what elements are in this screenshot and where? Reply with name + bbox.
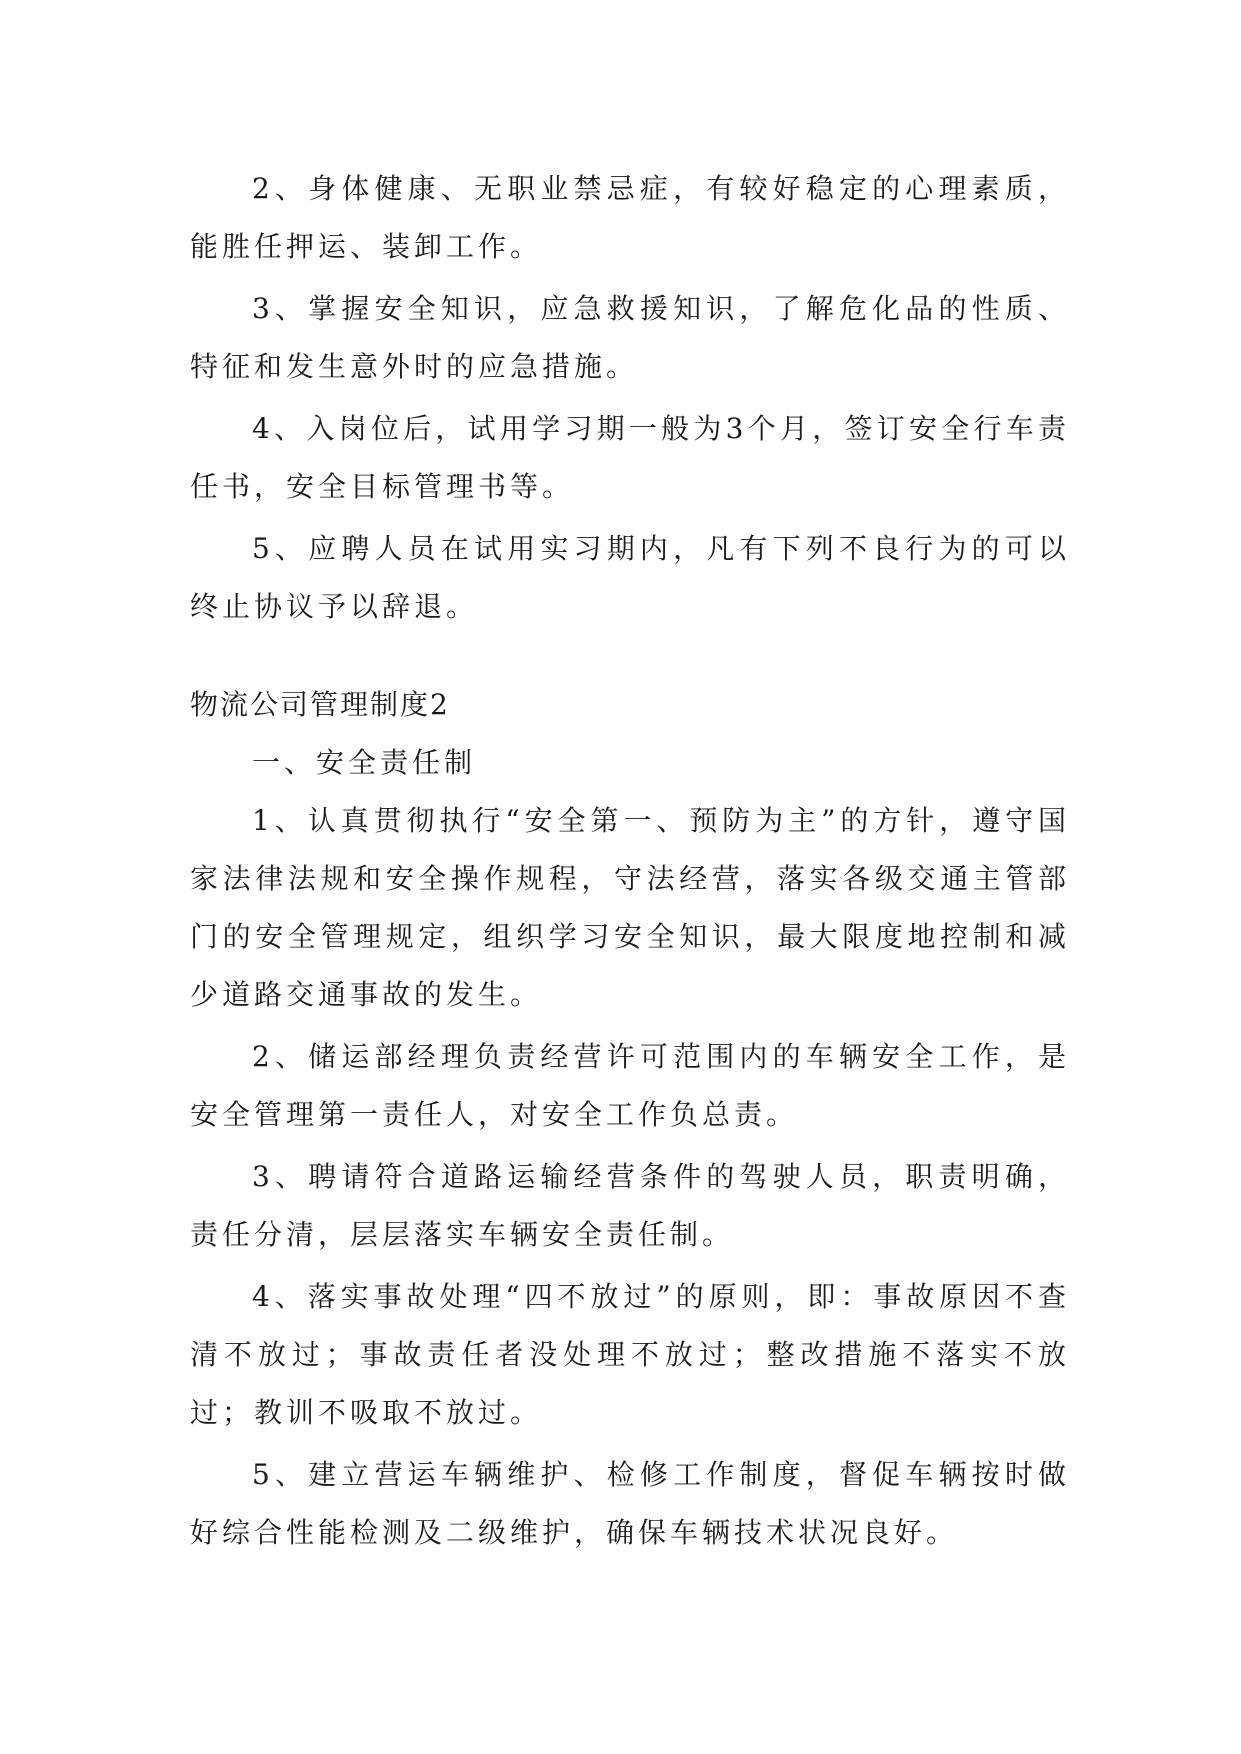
paragraph-responsibility-4: 4、落实事故处理“四不放过”的原则，即：事故原因不查清不放过；事故责任者没处理不放过；整改措施不落实不放过；教训不吸取不放过。 bbox=[190, 1280, 1070, 1429]
section-subtitle: 一、安全责任制 bbox=[252, 746, 477, 779]
document-body bbox=[190, 160, 1070, 1566]
paragraph-responsibility-5: 5、建立营运车辆维护、检修工作制度，督促车辆按时做好综合性能检测及二级维护，确保车辆技术状况良好。 bbox=[190, 1458, 1070, 1549]
section-title: 物流公司管理制度2 bbox=[190, 688, 450, 721]
paragraph-requirement-3: 3、掌握安全知识，应急救援知识，了解危化品的性质、特征和发生意外时的应急措施。 bbox=[190, 292, 1070, 383]
paragraph-responsibility-2: 2、储运部经理负责经营许可范围内的车辆安全工作，是安全管理第一责任人，对安全工作负总责。 bbox=[190, 1040, 1070, 1131]
paragraph-responsibility-1: 1、认真贯彻执行“安全第一、预防为主”的方针，遵守国家法律法规和安全操作规程，守法经营，落实各级交通主管部门的安全管理规定，组织学习安全知识，最大限度地控制和减少道路交通事故的发生。 bbox=[190, 804, 1070, 1011]
paragraph-requirement-4: 4、入岗位后，试用学习期一般为3个月，签订安全行车责任书，安全目标管理书等。 bbox=[190, 412, 1070, 503]
paragraph-requirement-5: 5、应聘人员在试用实习期内，凡有下列不良行为的可以终止协议予以辞退。 bbox=[190, 532, 1070, 623]
paragraph-requirement-2: 2、身体健康、无职业禁忌症，有较好稳定的心理素质，能胜任押运、装卸工作。 bbox=[190, 172, 1070, 263]
paragraph-responsibility-3: 3、聘请符合道路运输经营条件的驾驶人员，职责明确，责任分清，层层落实车辆安全责任制。 bbox=[190, 1160, 1070, 1251]
